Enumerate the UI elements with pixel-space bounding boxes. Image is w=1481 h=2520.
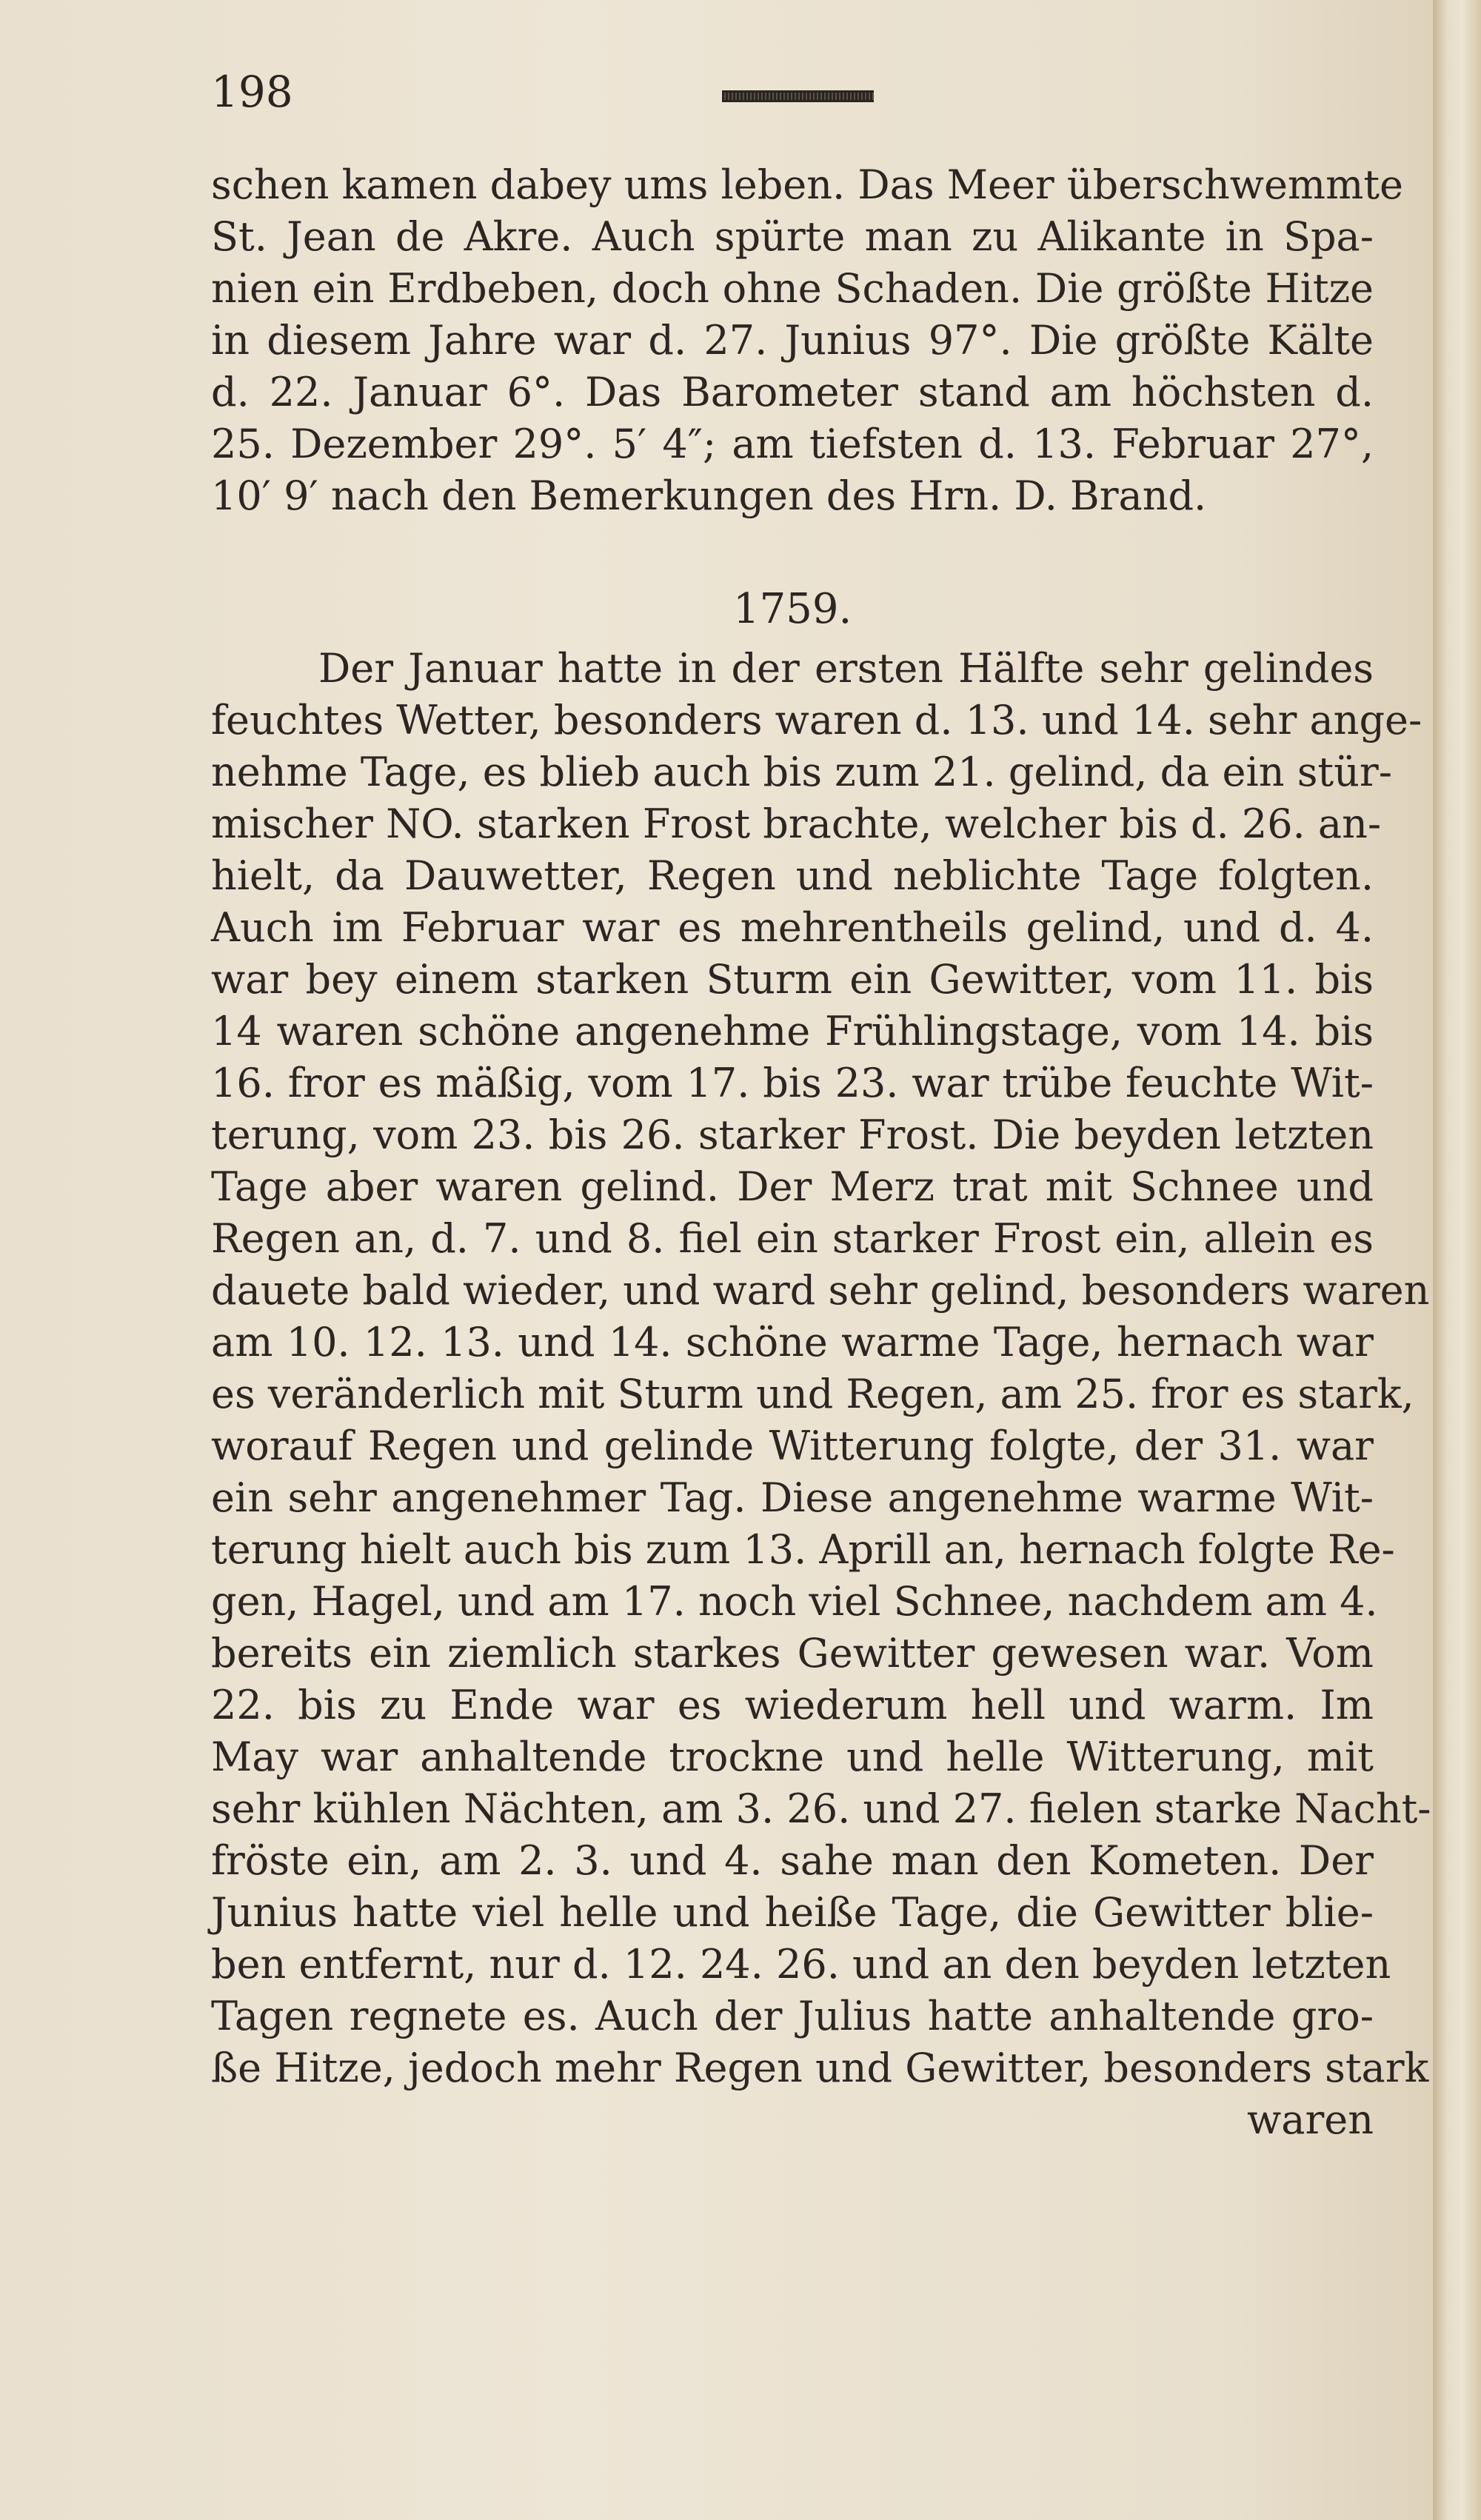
text-line: war bey einem starken Sturm ein Gewitter, vom 11. bis xyxy=(211,956,1374,1003)
text-line: dauete bald wieder, und ward sehr gelind, besonders waren xyxy=(211,1267,1430,1314)
text-line: bereits ein ziemlich starkes Gewitter gewesen war. Vom xyxy=(211,1630,1374,1677)
text-line: Auch im Februar war es mehrentheils gelind, und d. 4. xyxy=(211,904,1374,951)
text-line: d. 22. Januar 6°. Das Barometer stand am höchsten d. xyxy=(211,369,1374,415)
text-line: terung hielt auch bis zum 13. Aprill an, hernach folgte Re- xyxy=(211,1526,1395,1573)
text-line: in diesem Jahre war d. 27. Junius 97°. Die größte Kälte xyxy=(211,317,1374,364)
text-line: mischer NO. starken Frost brachte, welcher bis d. 26. an- xyxy=(211,801,1382,847)
text-line: Junius hatte viel helle und heiße Tage, die Gewitter blie- xyxy=(211,1889,1374,1936)
text-line: fröste ein, am 2. 3. und 4. sahe man den Kometen. Der xyxy=(211,1837,1374,1884)
text-line: 22. bis zu Ende war es wiederum hell und warm. Im xyxy=(211,1682,1374,1728)
text-line: am 10. 12. 13. und 14. schöne warme Tage, hernach war xyxy=(211,1319,1374,1366)
catchword: waren xyxy=(1247,2096,1374,2143)
text-line: nehme Tage, es blieb auch bis zum 21. gelind, da ein stür- xyxy=(211,749,1392,795)
text-line: nien ein Erdbeben, doch ohne Schaden. Die größte Hitze xyxy=(211,265,1374,312)
text-line: ein sehr angenehmer Tag. Diese angenehme warme Wit- xyxy=(211,1474,1374,1521)
page-number: 198 xyxy=(211,67,293,117)
text-line: ben entfernt, nur d. 12. 24. 26. und an den beyden letzten xyxy=(211,1941,1391,1988)
text-line: es veränderlich mit Sturm und Regen, am 25. fror es stark, xyxy=(211,1371,1414,1417)
page-edge xyxy=(1433,0,1481,2520)
text-line: terung, vom 23. bis 26. starker Frost. Die beyden letzten xyxy=(211,1112,1374,1158)
text-line: 10′ 9′ nach den Bemerkungen des Hrn. D. Brand. xyxy=(211,472,1207,519)
text-line: May war anhaltende trockne und helle Witterung, mit xyxy=(211,1734,1374,1780)
text-line: 25. Dezember 29°. 5′ 4″; am tiefsten d. 13. Februar 27°, xyxy=(211,421,1374,467)
text-line: sehr kühlen Nächten, am 3. 26. und 27. fielen starke Nacht- xyxy=(211,1785,1431,1832)
header-ornament-rule xyxy=(722,90,874,102)
text-line: gen, Hagel, und am 17. noch viel Schnee, nachdem am 4. xyxy=(211,1578,1378,1625)
text-line: feuchtes Wetter, besonders waren d. 13. und 14. sehr ange- xyxy=(211,697,1423,743)
text-line: Regen an, d. 7. und 8. fiel ein starker Frost ein, allein es xyxy=(211,1215,1374,1262)
text-line: schen kamen dabey ums leben. Das Meer überschwemmte xyxy=(211,161,1403,208)
text-line: worauf Regen und gelinde Witterung folgte, der 31. war xyxy=(211,1423,1374,1469)
text-line: Der Januar hatte in der ersten Hälfte sehr gelindes xyxy=(318,645,1374,692)
text-line: 16. fror es mäßig, vom 17. bis 23. war trübe feuchte Wit- xyxy=(211,1060,1374,1106)
text-line: hielt, da Dauwetter, Regen und neblichte Tage folgten. xyxy=(211,852,1374,899)
text-line: Tagen regnete es. Auch der Julius hatte anhaltende gro- xyxy=(211,1993,1374,2039)
text-line: Tage aber waren gelind. Der Merz trat mit Schnee und xyxy=(211,1163,1374,1210)
year-heading: 1759. xyxy=(733,585,852,633)
text-line: ße Hitze, jedoch mehr Regen und Gewitter, besonders stark xyxy=(211,2045,1429,2091)
text-line: St. Jean de Akre. Auch spürte man zu Alikante in Spa- xyxy=(211,213,1374,260)
text-line: 14 waren schöne angenehme Frühlingstage, vom 14. bis xyxy=(211,1008,1374,1055)
